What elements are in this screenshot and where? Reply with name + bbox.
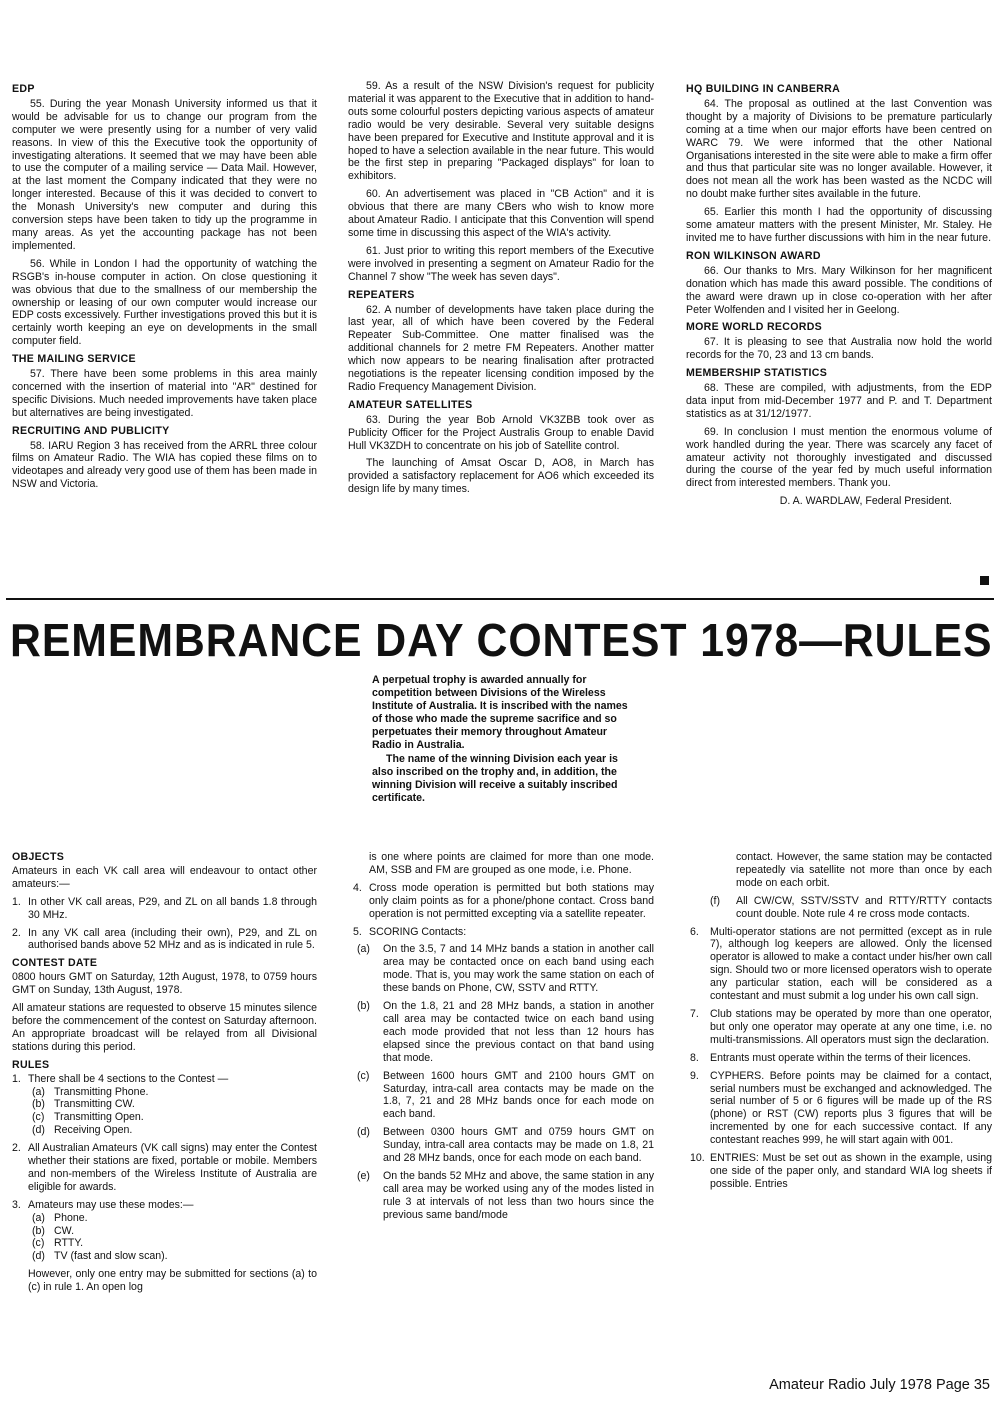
intro-paragraph-2: The name of the winning Division each year is also inscribed on the trophy and, in addition, the winning Division will receive a suitably inscribed certificate.	[372, 753, 618, 805]
section-a: (a) Transmitting Phone.	[32, 1085, 149, 1098]
paragraph-63: 63. During the year Bob Arnold VK3ZBB took over as Publicity Officer for the Project Australis Group to enable David Hull VK3ZDH to concentrate on his job of Satellite control.	[348, 413, 654, 452]
paragraph-61: 61. Just prior to writing this report members of the Executive were involved in presenting a segment on Amateur Radio for the Channel 7 show "The week has seven days".	[348, 244, 654, 283]
rule-10: 10. ENTRIES: Must be set out as shown in the example, using one side of the paper only, and standard WIA log sheets if possible. Entries	[690, 1152, 992, 1190]
heading-membership: MEMBERSHIP STATISTICS	[686, 367, 828, 380]
heading-objects: OBJECTS	[12, 851, 65, 863]
page-footer: Amateur Radio July 1978 Page 35	[769, 1377, 990, 1393]
mode-b: (b) CW.	[32, 1224, 75, 1237]
rule-5b: (b) On the 1.8, 21 and 28 MHz bands, a station in another call area may be contacted twice on each band using each mode provided that not less than 12 hours has elapsed since the previous contact on that band using that mode.	[357, 1000, 654, 1064]
rule-7: 7. Club stations may be operated by more than one operator, but only one operator may operate at any one time, i.e. no multi-transmissions. All operators must sign the declaration.	[690, 1007, 992, 1046]
paragraph-58: 58. IARU Region 3 has received from the ARRL three colour films on Amateur Radio. The WIA has copied these films on to videotapes and already very good use of them has been made in NSW and Victoria.	[12, 439, 317, 491]
signature: D. A. WARDLAW, Federal President.	[779, 495, 952, 508]
report-column-3	[686, 80, 992, 513]
rule-1-sections	[32, 1086, 317, 1138]
mode-c: (c) RTTY.	[32, 1237, 84, 1250]
rule-4: 4. Cross mode operation is permitted but both stations may only claim points as for a phone/phone contact. Cross band operation is not permitted excepting via a satellite repeater.	[353, 881, 654, 920]
rules-column-2	[353, 851, 654, 1227]
heading-contest-date: CONTEST DATE	[12, 957, 98, 970]
intro-paragraph-1: A perpetual trophy is awarded annually for competition between Divisions of the Wireless Institute of Australia. It is inscribed with the names of those who made the supreme sacrifice and so perpetuates their memory throughout Amateur Radio in Australia.	[372, 674, 628, 751]
contest-intro	[372, 674, 632, 807]
object-2: 2. In any VK call area (including their own), P29, and ZL on authorised bands above 52 MHz and as is indicated in rule 5.	[12, 926, 317, 952]
paragraph-56: 56. While in London I had the opportunity of watching the RSGB's in-house computer in action. On close questioning it was obvious that due to the smallness of our membership the ownership or leasing of our own computer would increase our EDP costs excessively. Further investigations proved this but it is certainly worth keeping an eye on developments in the small computer field.	[12, 257, 317, 348]
contest-title: REMEMBRANCE DAY CONTEST 1978—RULES	[10, 614, 993, 666]
paragraph-68: 68. These are compiled, with adjustments, from the EDP data input from mid-December 1977 and P. and T. Department statistics as at 31/12/1977.	[686, 382, 992, 420]
rule-1: 1. There shall be 4 sections to the Contest —	[12, 1072, 229, 1085]
rule-6: 6. Multi-operator stations are not permitted (except as in rule 7), although log keepers are allowed. Only the licensed operator is allowed to make a contact under his/her own call sign. Should two or more licensed operators wish to operate any particular station, each will be considered as a contestant and must submit a log under his own call sign.	[690, 925, 992, 1003]
rule-8: 8. Entrants must operate within the terms of their licences.	[690, 1051, 971, 1064]
heading-world-records: MORE WORLD RECORDS	[686, 321, 823, 334]
section-d: (d) Receiving Open.	[32, 1124, 133, 1137]
heading-edp: EDP	[12, 83, 35, 95]
paragraph-67: 67. It is pleasing to see that Australia now hold the world records for the 70, 23 and 13 cm bands.	[686, 336, 992, 362]
object-1: 1. In other VK call areas, P29, and ZL on all bands 1.8 through 30 MHz.	[12, 895, 317, 921]
paragraph-60: 60. An advertisement was placed in "CB Action" and it is obvious that there are many CBers who wish to know more about Amateur Radio. I anticipate that this Convention will spend some time in discussing this aspect of the WIA's activity.	[348, 188, 654, 239]
rules-column-3	[690, 851, 992, 1196]
paragraph-62: 62. A number of developments have taken place during the last year, all of which have been covered by the Federal Repeater Sub-Committee. One matter finalised was the additional channels for 2 metre FM Repeaters. Another matter which now appears to be nearing finalisation after protracted negotiations is the repeater licensing condition imposed by the Radio Frequency Management Division.	[348, 303, 654, 393]
paragraph-64: 64. The proposal as outlined at the last Convention was thought by a majority of Divisions to be premature particularly coming at a time when our major efforts have been centred on WARC 79. We were informed that the other National Organisations interested in the site were able to make a firm offer and thus that particular site was no longer available. However, it does not mean all the work has been wasted as the NCDC will no doubt make further sites available in the future.	[686, 97, 992, 201]
paragraph-65: 65. Earlier this month I had the opportunity of discussing some amateur matters with the present Minister, Mr. Staley. He invited me to have further discussions with him in the near future.	[686, 206, 992, 244]
rule-5a: (a) On the 3.5, 7 and 14 MHz bands a station in another call area may be contacted once on each band using each mode. That is, you may work the same station on each of these bands on Phone, CW, SSTV and RTTY.	[357, 943, 654, 995]
report-column-2	[348, 80, 654, 501]
rule-5: 5. SCORING Contacts:	[353, 925, 467, 938]
heading-mailing-service: THE MAILING SERVICE	[12, 353, 136, 366]
paragraph-57: 57. There have been some problems in this area mainly concerned with the insertion of material into "AR" destined for specific Divisions. Much needed improvements have taken place but alternatives are being investigated.	[12, 368, 317, 419]
heading-amateur-satellites: AMATEUR SATELLITES	[348, 398, 473, 411]
contest-date-paragraph: 0800 hours GMT on Saturday, 12th August, 1978, to 0759 hours GMT on Sunday, 13th August, 1978.	[12, 971, 317, 997]
paragraph-66: 66. Our thanks to Mrs. Mary Wilkinson for her magnificent donation which has made this award possible. The conditions of the award were drawn up in close co-operation with her after Peter Wolfenden and I visited her in Geelong.	[686, 264, 992, 316]
rule-2: 2. All Australian Amateurs (VK call signs) may enter the Contest whether their stations are fixed, portable or mobile. Members and non-members of the Wireless Institute of Australia are eligible for awards.	[12, 1142, 317, 1193]
mode-d: (d) TV (fast and slow scan).	[32, 1250, 168, 1263]
rule-9: 9. CYPHERS. Before points may be claimed for a contact, serial numbers must be exchanged and acknowledged. The serial number of 5 or 6 figures will be made up of the RS (phone) or RST (CW) reports plus 3 figures that will be incremented by one for each successive contact. If any contestant reaches 999, he will start again with 001.	[690, 1069, 992, 1147]
heading-hq-building: HQ BUILDING IN CANBERRA	[686, 83, 841, 95]
rule-3-continued: However, only one entry may be submitted for sections (a) to (c) in rule 1. An open log	[28, 1268, 317, 1294]
section-b: (b) Transmitting CW.	[32, 1098, 135, 1111]
rule-5f: (f) All CW/CW, SSTV/SSTV and RTTY/RTTY contacts count double. Note rule 4 re cross mode contacts.	[710, 894, 992, 920]
rule-5e-continued: contact. However, the same station may be contacted repeatedly via satellite not more than once by each mode on each orbit.	[736, 851, 992, 889]
section-divider	[6, 598, 994, 600]
rule-3-modes	[32, 1212, 317, 1264]
paragraph-55: 55. During the year Monash University informed us that it would be advisable for us to change our program from the computer we were presently using for a number of very valid reasons. In view of this the Executive took the opportunity of investigating alterations. It seemed that we may have been able to use the computer of a mailing service — Data Mail. However, at the last moment the Company indicated that they were no longer interested. Because of this it was decided to convert to the Monash University's new computer and during this conversion steps have been taken to tidy up the programme in many areas. As yet the accounting package has not been implemented.	[12, 97, 317, 252]
heading-rules: RULES	[12, 1058, 50, 1071]
rule-5e: (e) On the bands 52 MHz and above, the same station in any call area may be worked using any of the modes listed in rule 3 at intervals of not less than two hours since the previous same band/mode	[357, 1169, 654, 1221]
rule-5c: (c) Between 1600 hours GMT and 2100 hours GMT on Saturday, intra-call area contacts may be made on the 1.8, 7, 21 and 28 MHz bands once for each mode on each band.	[357, 1069, 654, 1121]
section-c: (c) Transmitting Open.	[32, 1111, 144, 1124]
paragraph-59: 59. As a result of the NSW Division's request for publicity material it was apparent to the Executive that in addition to hand-outs some colourful posters depicting various aspects of amateur radio would be very desirable. Several very suitable designs have been prepared for Executive and Institute approval and it is hoped to have a selection available in the near future. This would be the first step in preparing "Packaged displays" for loan to exhibitors.	[348, 80, 654, 183]
end-of-article-mark	[980, 576, 989, 585]
objects-paragraph: Amateurs in each VK call area will endeavour to ontact other amateurs:—	[12, 864, 317, 890]
heading-ron-wilkinson: RON WILKINSON AWARD	[686, 249, 821, 262]
rules-column-1	[12, 851, 317, 1294]
heading-recruiting: RECRUITING AND PUBLICITY	[12, 424, 170, 437]
mode-a: (a) Phone.	[32, 1211, 88, 1224]
rule-3-continued-2: is one where points are claimed for more than one mode. AM, SSB and FM are grouped as one mode, i.e. Phone.	[369, 851, 654, 876]
rule-5d: (d) Between 0300 hours GMT and 0759 hours GMT on Sunday, intra-call area contacts may be made on 1.8, 21 and 28 MHz bands, once for each mode on each band.	[357, 1126, 654, 1165]
silence-paragraph: All amateur stations are requested to observe 15 minutes silence before the commencement of the contest on Saturday afternoon. An appropriate broadcast will be relayed from all Divisional stations during this period.	[12, 1002, 317, 1053]
paragraph-69: 69. In conclusion I must mention the enormous volume of work handled during the year. There was scarcely any facet of amateur activity not thoroughly investigated and discussed during the course of the year fed by much useful information direct from interested members. Thank you.	[686, 425, 992, 490]
paragraph-63b: The launching of Amsat Oscar D, AO8, in March has provided a satisfactory replacement for AO6 which exceeded its design life by many times.	[348, 457, 654, 496]
heading-repeaters: REPEATERS	[348, 288, 415, 301]
report-column-1	[12, 80, 317, 496]
rule-3: 3. Amateurs may use these modes:—	[12, 1198, 194, 1211]
